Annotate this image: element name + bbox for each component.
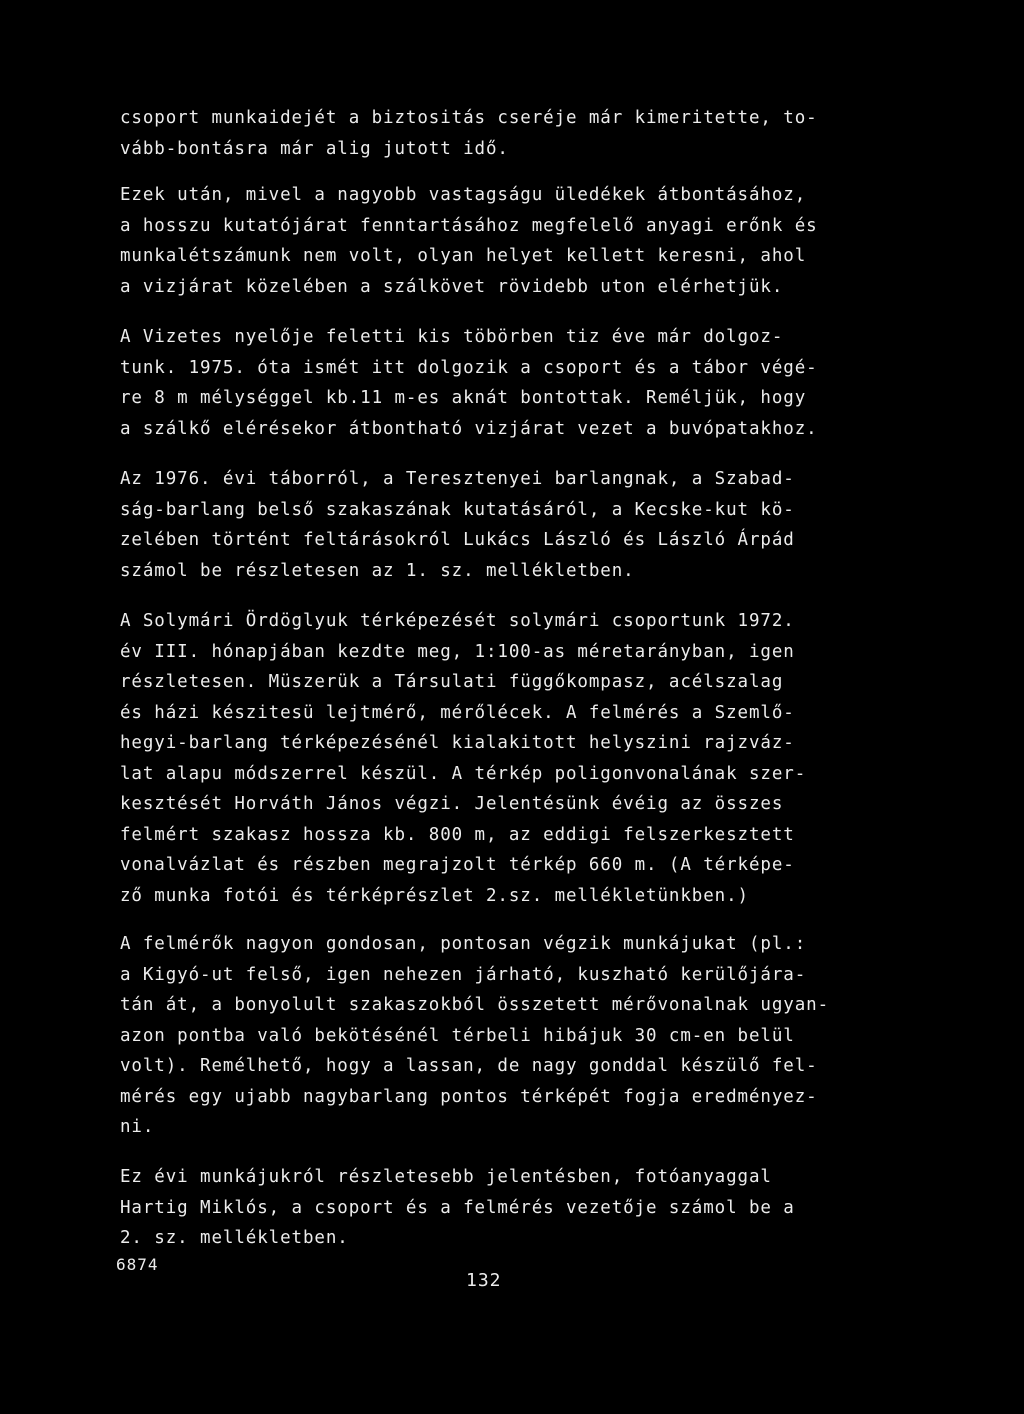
text-line: lat alapu módszerrel készül. A térkép poligonvonalának szer- [120,763,807,784]
paragraph-5 [120,606,920,911]
archive-stamp-number: 6874 [116,1255,159,1274]
text-line: részletesen. Müszerük a Társulati függőkompasz, acélszalag [120,672,784,692]
text-line: volt). Remélhető, hogy a lassan, de nagy gonddal készülő fel- [120,1056,818,1076]
text-line: Ez évi munkájukról részletesebb jelentésben, fotóanyaggal [120,1167,772,1187]
text-line: A felmérők nagyon gondosan, pontosan végzik munkájukat (pl.: [120,934,807,954]
text-line: a szálkő elérésekor átbontható vizjárat vezet a buvópatakhoz. [120,418,818,439]
text-line: a vizjárat közelében a szálkövet rövidebb uton elérhetjük. [120,276,784,297]
text-line: számol be részletesen az 1. sz. mellékletben. [120,560,635,581]
text-line: Hartig Miklós, a csoport és a felmérés vezetője számol be a [120,1197,795,1218]
text-line: A Solymári Ördöglyuk térképezését solymári csoportunk 1972. [120,611,795,631]
paragraph-1 [120,103,920,164]
paragraph-3 [120,322,920,444]
text-line: kesztését Horváth János végzi. Jelentésünk évéig az összes [120,794,784,814]
text-line: hegyi-barlang térképezésénél kialakitott helyszini rajzváz- [120,733,795,753]
text-line: azon pontba való bekötésénél térbeli hibájuk 30 cm-en belül [120,1025,795,1046]
text-line: Az 1976. évi táborról, a Teresztenyei barlangnak, a Szabad- [120,469,795,489]
paragraph-7 [120,1162,920,1254]
text-line: vonalvázlat és részben megrajzolt térkép 660 m. (A térképe- [120,855,795,875]
text-line: tunk. 1975. óta ismét itt dolgozik a csoport és a tábor végé- [120,357,818,378]
text-line: felmért szakasz hossza kb. 800 m, az eddigi felszerkesztett [120,824,795,845]
text-line: munkalétszámunk nem volt, olyan helyet kellett keresni, ahol [120,246,807,266]
page-number: 132 [466,1270,502,1291]
text-line: A Vizetes nyelője feletti kis töbörben tiz éve már dolgoz- [120,327,784,347]
paragraph-2 [120,180,920,302]
text-line: a hosszu kutatójárat fenntartásához megfelelő anyagi erőnk és [120,215,818,236]
paragraph-6 [120,929,920,1143]
text-line: ző munka fotói és térképrészlet 2.sz. mellékletünkben.) [120,885,749,906]
paragraph-4 [120,464,920,586]
text-line: tán át, a bonyolult szakaszokból összetett mérővonalnak ugyan- [120,995,830,1015]
text-line: ság-barlang belső szakaszának kutatásáról, a Kecske-kut kö- [120,499,795,520]
text-line: és házi készitesü lejtmérő, mérőlécek. A felmérés a Szemlő- [120,702,795,723]
text-line: ni. [120,1117,155,1137]
text-line: mérés egy ujabb nagybarlang pontos térképét fogja eredményez- [120,1086,818,1107]
text-line: vább-bontásra már alig jutott idő. [120,138,509,159]
text-line: csoport munkaidejét a biztositás cseréje már kimeritette, to- [120,108,818,128]
text-line: zelében történt feltárásokról Lukács László és László Árpád [120,530,795,550]
text-line: re 8 m mélységgel kb.11 m-es aknát bontottak. Reméljük, hogy [120,388,807,408]
text-line: év III. hónapjában kezdte meg, 1:100-as méretarányban, igen [120,641,795,662]
text-line: Ezek után, mivel a nagyobb vastagságu üledékek átbontásához, [120,185,807,205]
text-line: a Kigyó-ut felső, igen nehezen járható, kuszható kerülőjára- [120,964,807,985]
text-line: 2. sz. mellékletben. [120,1228,349,1248]
